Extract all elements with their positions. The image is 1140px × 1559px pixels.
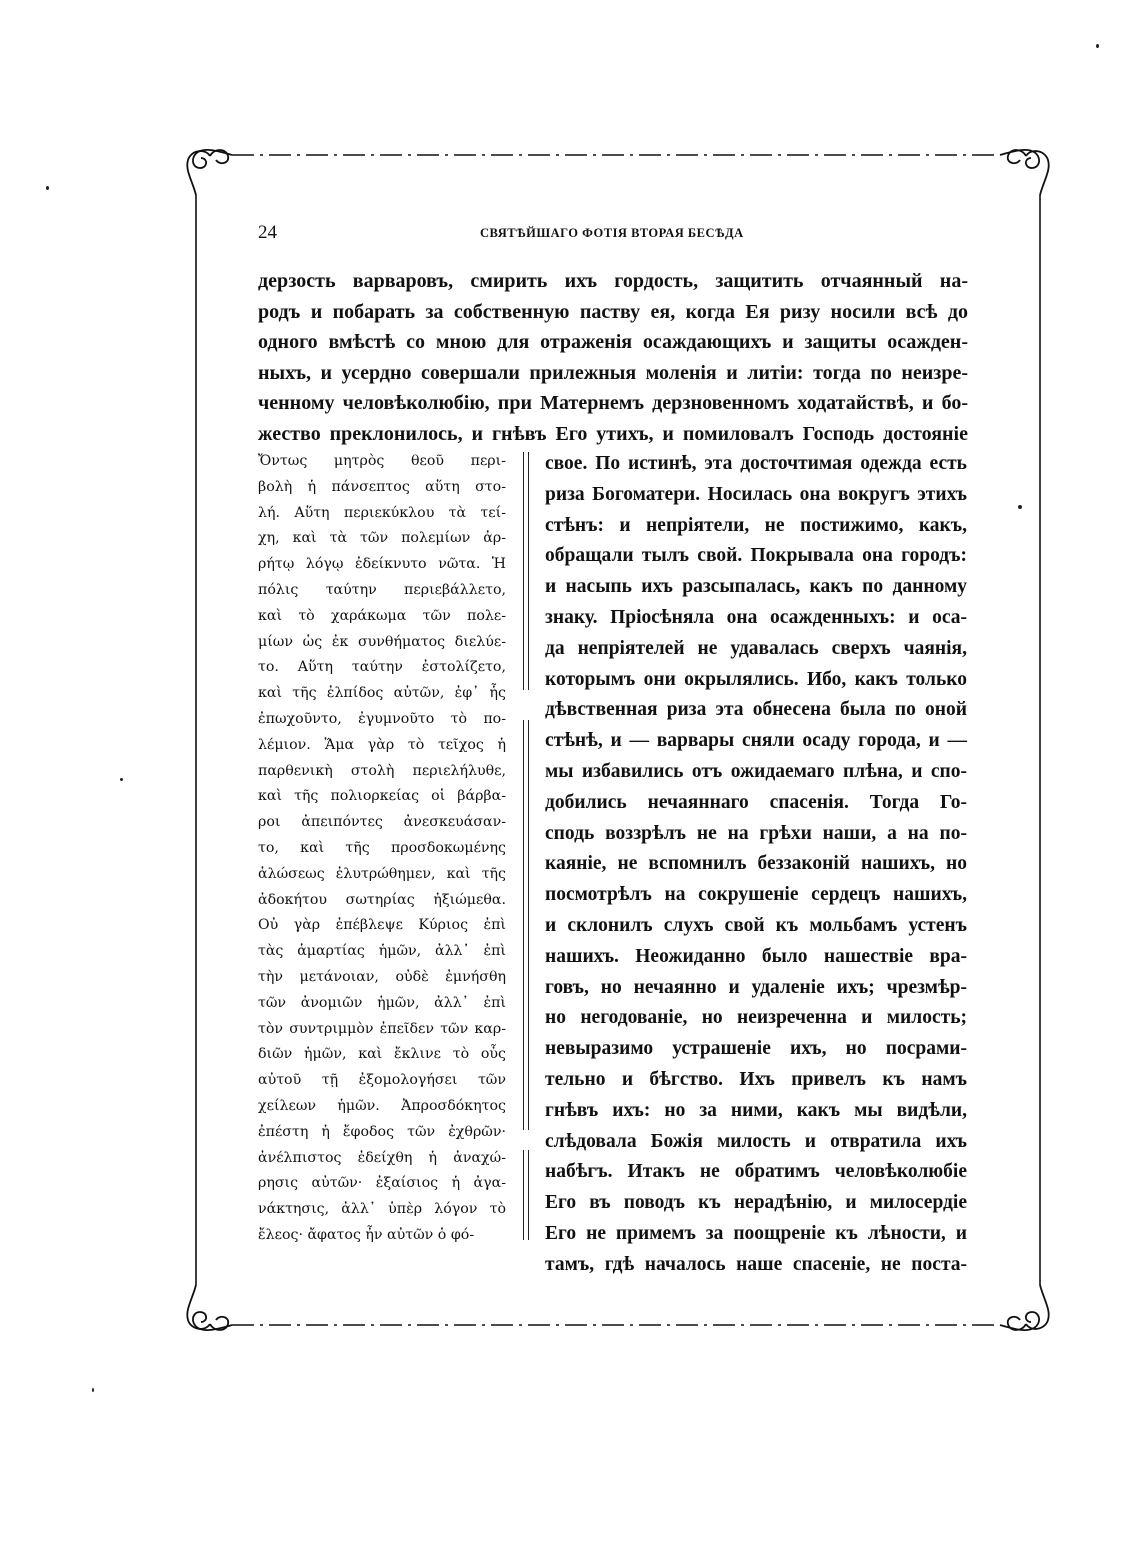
intro-paragraph: [258, 266, 968, 449]
speck: [1096, 44, 1099, 48]
russian-line: Его въ поводъ къ нерадѣнію, и милосердіе: [545, 1192, 967, 1214]
greek-line: το. Αὕτη ταύτην ἐστολίζετο,: [258, 659, 506, 676]
russian-line: тамъ, гдѣ началось наше спасеніе, не поста-: [545, 1253, 967, 1275]
intro-line: ныхъ, и усердно совершали прилежныя моленія и литіи: тогда по неизре-: [258, 361, 968, 384]
russian-line: посмотрѣлъ на сокрушеніе сердецъ нашихъ,: [545, 884, 967, 906]
greek-line: Ὄντως μητρὸς θεοῦ περι-: [258, 453, 506, 469]
russian-line: тельно и бѣгство. Ихъ привелъ къ намъ: [545, 1068, 967, 1090]
speck: [1018, 505, 1022, 509]
greek-line: λέμιον. Ἅμα γὰρ τὸ τεῖχος ἡ: [258, 736, 506, 753]
greek-line: ἀδοκήτου σωτηρίας ἠξιώμεθα.: [258, 891, 506, 908]
greek-line: λή. Αὕτη περιεκύκλου τὰ τεί-: [258, 504, 506, 521]
russian-line: невыразимо устрашеніе ихъ, но посрами-: [545, 1038, 967, 1060]
russian-line: знаку. Пріосѣняла она осажденныхъ: и оса-: [545, 606, 967, 628]
intro-line: дерзость варваровъ, смирить ихъ гордость, защитить отчаянный на-: [258, 270, 968, 292]
russian-line: обращали тылъ свой. Покрывала она городъ:: [545, 545, 967, 567]
speck: [92, 1388, 94, 1392]
intro-line: родъ и побарать за собственную паству ея, когда Ея ризу носили всѣ до: [258, 300, 968, 323]
greek-line: μίων ὡς ἐκ συνθήματος διελύε-: [258, 633, 506, 650]
russian-line: Его не примемъ за поощреніе къ лѣности, и: [545, 1222, 967, 1244]
russian-line: свое. По истинѣ, эта досточтимая одежда есть: [545, 453, 967, 474]
greek-line: το, καὶ τῆς προσδοκωμένης: [258, 839, 506, 856]
russian-line: слѣдовала Божія милость и отвратила ихъ: [545, 1130, 967, 1152]
russian-line: и склонилъ слухъ свой къ мольбамъ устенъ: [545, 914, 967, 936]
russian-line: стѣнѣ, и — варвары сняли осаду города, и —: [545, 730, 967, 752]
intro-line: одного вмѣстѣ со мною для отраженія осаждающихъ и защиты осажден-: [258, 331, 968, 353]
greek-line: ἔλεος· ἄφατος ἦν αὐτῶν ὁ φό-: [258, 1226, 475, 1243]
russian-line: но негодованіе, но неизреченна и милость;: [545, 1007, 967, 1029]
russian-line: гнѣвъ ихъ: но за ними, какъ мы видѣли,: [545, 1099, 967, 1121]
intro-line: жество преклонилось, и гнѣвъ Его утихъ, и помиловалъ Господь достояніе: [258, 422, 968, 445]
greek-line: καὶ τῆς πολιορκείας οἱ βάρβα-: [258, 788, 506, 805]
greek-line: Οὐ γὰρ ἐπέβλεψε Κύριος ἐπὶ: [258, 917, 506, 934]
greek-line: χη, καὶ τὰ τῶν πολεμίων ἀρ-: [258, 530, 506, 547]
greek-line: πόλις ταύτην περιεβάλλετο,: [258, 581, 506, 598]
greek-line: τὸν συντριμμὸν ἐπεῖδεν τῶν καρ-: [258, 1020, 506, 1037]
russian-line: сподь воззрѣлъ не на грѣхи наши, а на по-: [545, 822, 967, 844]
greek-column: [258, 449, 506, 1249]
greek-line: καὶ τὸ χαράκωμα τῶν πολε-: [258, 607, 506, 624]
russian-line: нашихъ. Неожиданно было нашествіе вра-: [545, 945, 967, 967]
column-divider: [523, 720, 529, 1130]
russian-line: которымъ они окрылялись. Ибо, какъ только: [545, 668, 967, 690]
page-number: 24: [258, 222, 277, 243]
greek-line: χείλεων ἡμῶν. Ἀπροσδόκητος: [258, 1097, 506, 1114]
russian-line: дѣвственная риза эта обнесена была по оной: [545, 699, 967, 721]
intro-line: ченному человѣколюбію, при Матернемъ дерзновенномъ ходатайствѣ, и бо-: [258, 392, 968, 414]
greek-line: τὴν μετάνοιαν, οὐδὲ ἐμνήσθη: [258, 968, 506, 985]
speck: [120, 778, 123, 781]
speck: [46, 186, 49, 190]
russian-line: и насыпь ихъ разсыпалась, какъ по данному: [545, 576, 967, 598]
russian-line: каяніе, не вспомнилъ беззаконій нашихъ, но: [545, 853, 967, 875]
greek-line: νάκτησις, ἀλλ᾽ ὑπὲρ λόγον τὸ: [258, 1201, 506, 1218]
greek-line: τῶν ἀνομιῶν ἡμῶν, ἀλλ᾽ ἐπὶ: [258, 994, 506, 1011]
corner-ornament-top-left: [187, 150, 232, 195]
running-head: СВЯТѢЙШАГО ФОТІЯ ВТОРАЯ БЕСѢДА: [480, 226, 744, 240]
russian-line: добились нечаяннаго спасенія. Тогда Го-: [545, 791, 967, 813]
russian-column: [545, 449, 967, 1281]
corner-ornament-top-right: [1000, 150, 1049, 195]
greek-line: ροι ἀπειπόντες ἀνεσκευάσαν-: [258, 814, 506, 831]
corner-ornament-bottom-left: [187, 1285, 232, 1330]
greek-line: διῶν ἡμῶν, καὶ ἔκλινε τὸ οὖς: [258, 1046, 506, 1063]
russian-line: стѣнъ: и непріятели, не постижимо, какъ,: [545, 514, 967, 536]
greek-line: ρήτῳ λόγῳ ἐδείκνυτο νῶτα. Ἡ: [258, 556, 506, 573]
greek-line: ρησις αὐτῶν· ἐξαίσιος ἡ ἀγα-: [258, 1175, 506, 1192]
column-divider: [523, 1150, 529, 1240]
greek-line: παρθενικὴ στολὴ περιελήλυθε,: [258, 762, 506, 779]
russian-line: риза Богоматери. Носилась она вокругъ этихъ: [545, 483, 967, 505]
russian-line: мы избавились отъ ожидаемаго плѣна, и спо-: [545, 760, 967, 782]
greek-line: αὐτοῦ τῇ ἐξομολογήσει τῶν: [258, 1072, 506, 1089]
russian-line: да непріятелей не удавалась сверхъ чаянія,: [545, 637, 967, 659]
greek-line: ἁλώσεως ἐλυτρώθημεν, καὶ τῆς: [258, 865, 506, 882]
greek-line: καὶ τῆς ἐλπίδος αὐτῶν, ἐφ᾽ ἧς: [258, 685, 506, 702]
column-divider: [523, 452, 529, 690]
greek-line: ἀνέλπιστος ἐδείχθη ἡ ἀναχώ-: [258, 1149, 506, 1166]
russian-line: говъ, но нечаянно и удаленіе ихъ; чрезмѣр-: [545, 976, 967, 998]
greek-line: βολὴ ἡ πάνσεπτος αὕτη στο-: [258, 478, 506, 495]
greek-line: ἐπέστη ἡ ἔφοδος τῶν ἐχθρῶν·: [258, 1123, 506, 1140]
russian-line: набѣгъ. Итакъ не обратимъ человѣколюбіе: [545, 1161, 967, 1183]
greek-line: ἐπωχοῦντο, ἐγυμνοῦτο τὸ πο-: [258, 710, 506, 727]
greek-line: τὰς ἁμαρτίας ἡμῶν, ἀλλ᾽ ἐπὶ: [258, 943, 506, 960]
corner-ornament-bottom-right: [1000, 1285, 1049, 1330]
